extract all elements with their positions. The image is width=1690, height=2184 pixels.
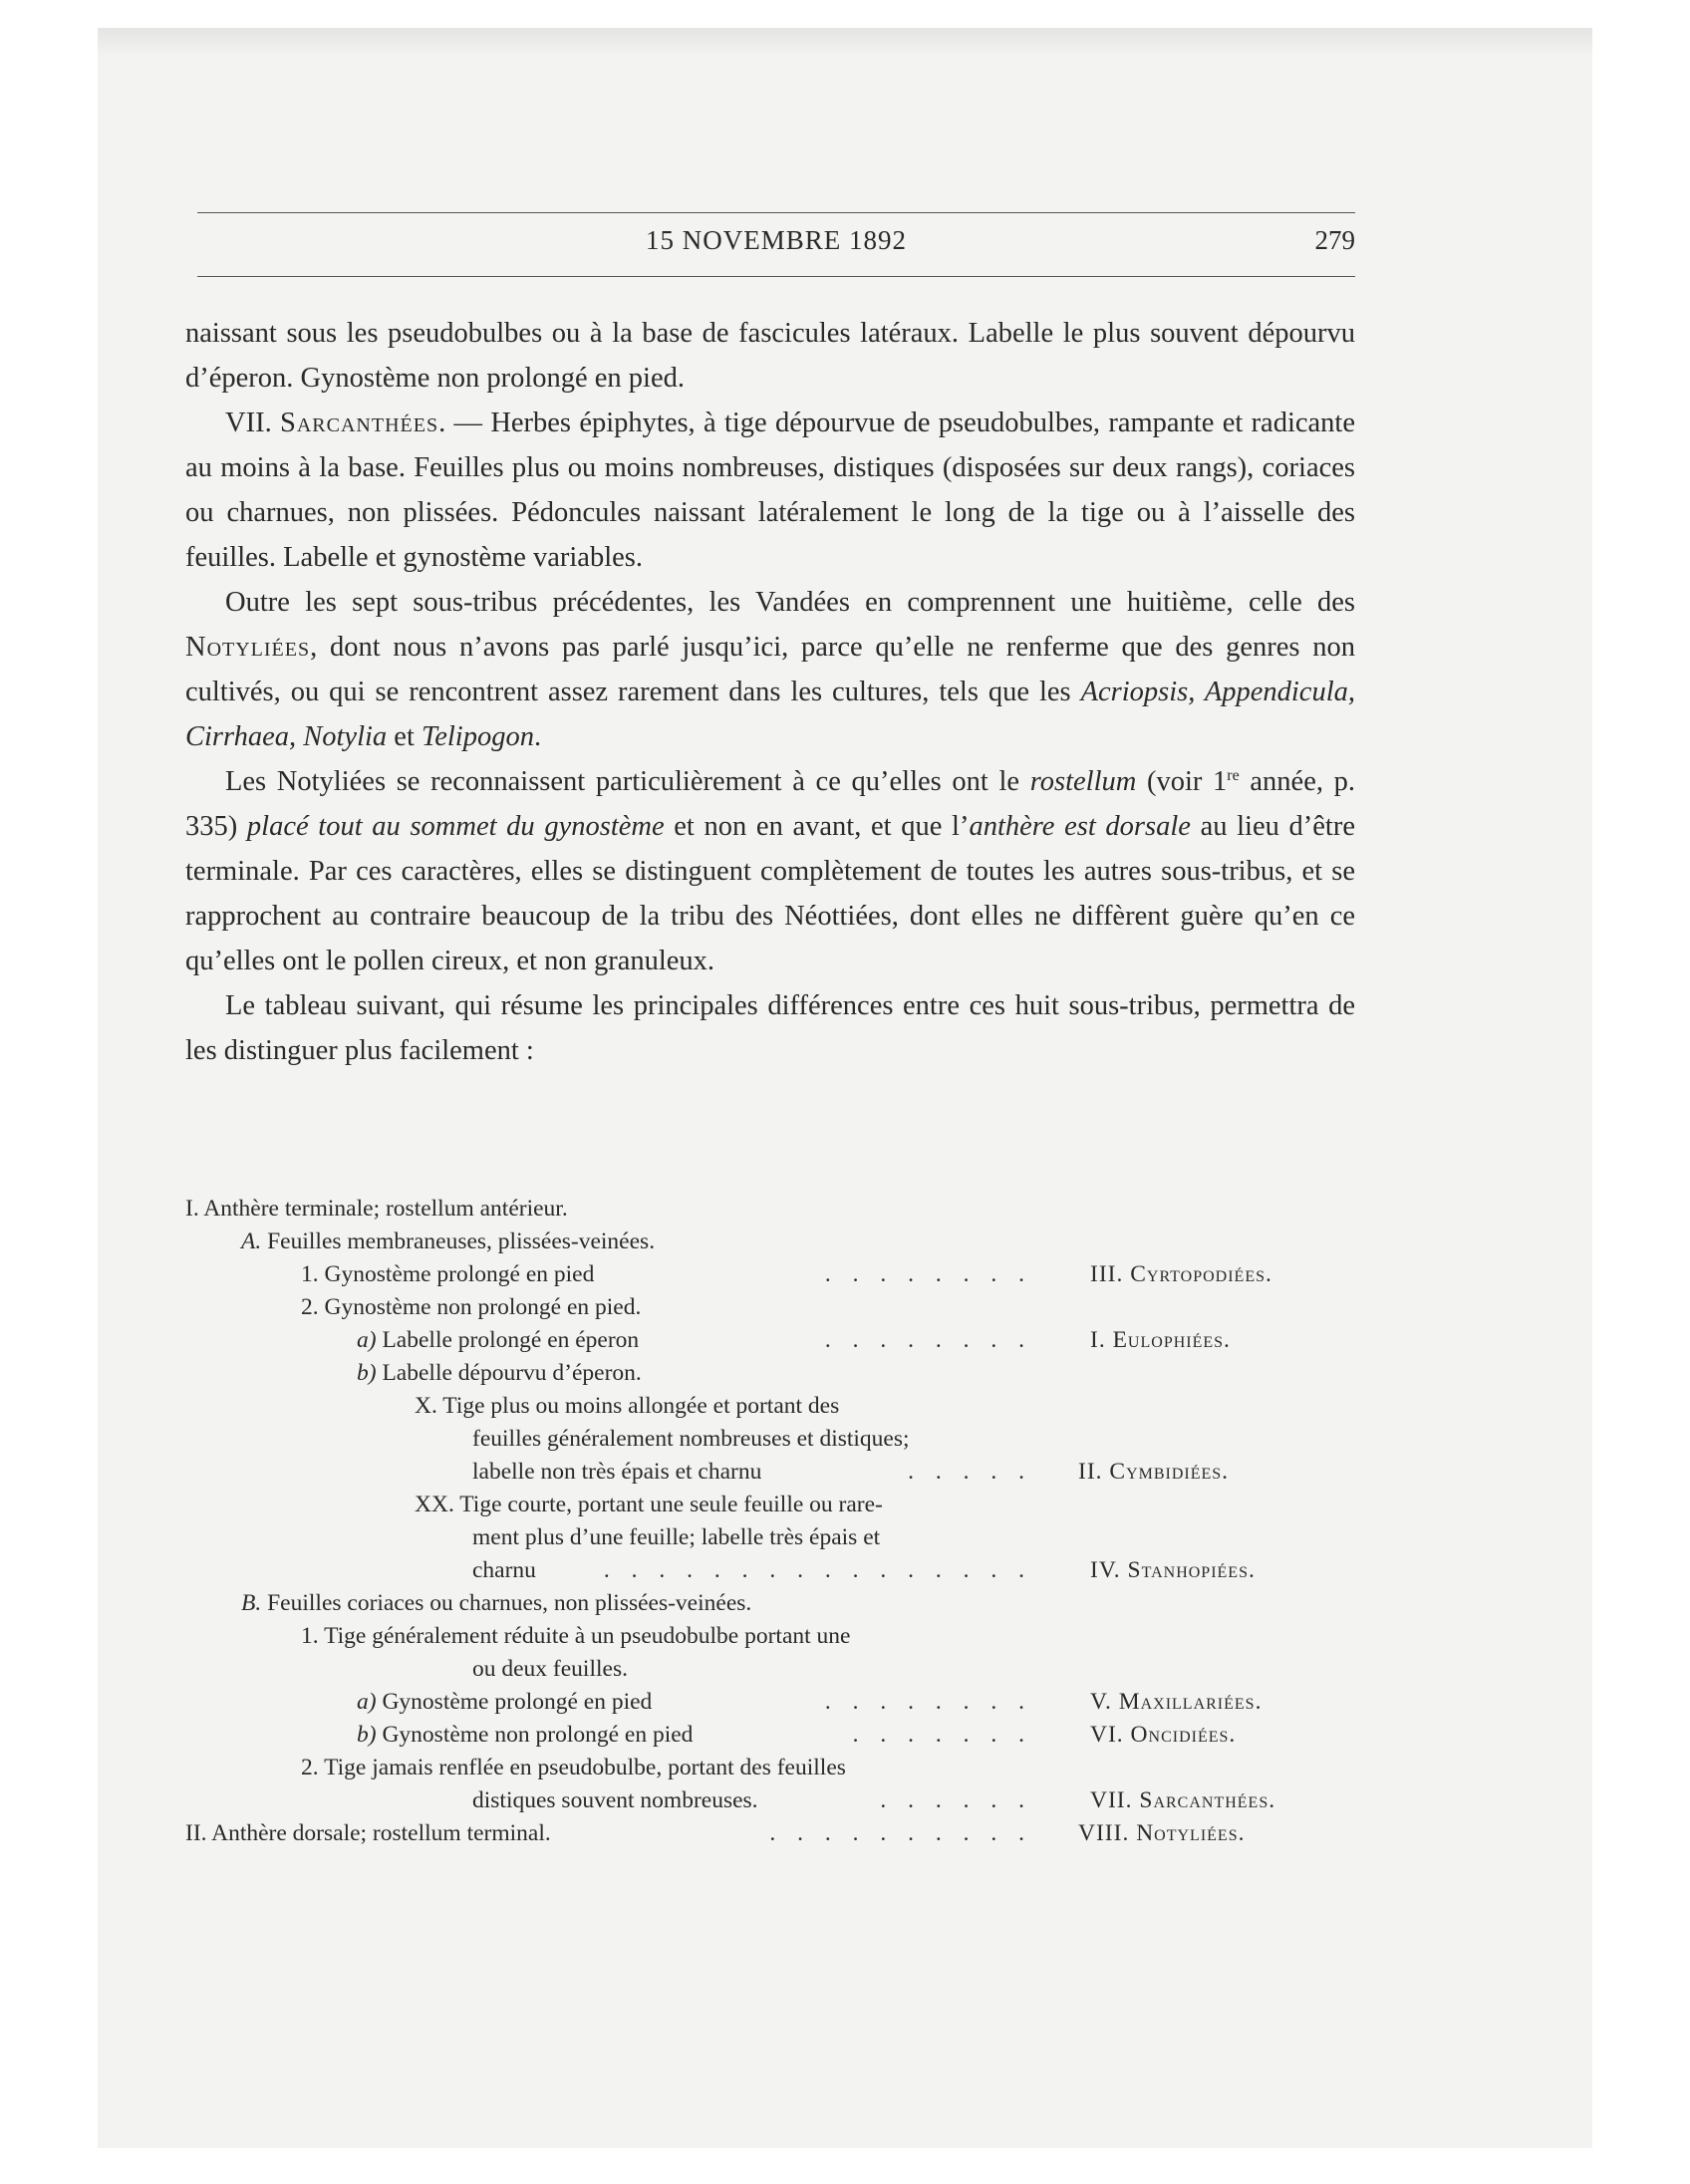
entry-text: Gynostème prolongé en pied <box>376 1689 653 1715</box>
table-row <box>185 1817 1355 1850</box>
text-run: . <box>533 721 542 752</box>
text-run: , dont nous n’avons pas parlé jusqu’ici, parce qu’elle ne renferme que des genres non cultivés, ou qui se rencontrent assez rarement dans les cultures, tels que les <box>185 632 1355 707</box>
subtribe-result: VII. Sarcanthées. <box>1090 1787 1276 1813</box>
table-entry: feuilles généralement nombreuses et distiques; <box>472 1426 910 1452</box>
table-row <box>185 1193 1355 1226</box>
text-run: et non en avant, et que l’ <box>664 811 970 842</box>
leader-dots: . . . . . <box>908 1459 1032 1485</box>
scan-edge <box>98 28 1592 56</box>
text-run: Acriopsis, Appendicula, Cirrhaea, Notylia <box>185 677 1355 752</box>
text-run: Les Notyliées se reconnaissent particulièrement à ce qu’elles ont le <box>225 766 1030 797</box>
table-row <box>185 1554 1355 1587</box>
subtribe-result: I. Eulophiées. <box>1090 1327 1231 1353</box>
text-run: Notyliées <box>185 632 311 663</box>
table-entry: X. Tige plus ou moins allongée et portant des <box>415 1393 840 1419</box>
entry-marker: B. <box>241 1590 262 1616</box>
text-run: VII. <box>225 408 280 438</box>
table-row <box>185 1258 1355 1291</box>
body-text <box>185 311 1355 1073</box>
text-run: et <box>387 721 422 752</box>
leader-dots: . . . . . . . . <box>824 1689 1032 1715</box>
table-entry <box>357 1686 652 1719</box>
header-date: 15 NOVEMBRE 1892 <box>645 225 907 255</box>
page-number: 279 <box>1314 225 1355 255</box>
subtribe-result: VI. Oncidiées. <box>1090 1722 1237 1748</box>
table-row <box>185 1784 1355 1817</box>
running-header <box>197 225 1355 265</box>
header-rule-bottom <box>197 276 1355 277</box>
entry-marker: a) <box>357 1689 377 1715</box>
table-row <box>185 1587 1355 1620</box>
table-entry: ou deux feuilles. <box>472 1656 628 1682</box>
paragraph <box>185 580 1355 759</box>
table-row <box>185 1291 1355 1324</box>
table-row <box>185 1752 1355 1784</box>
table-row <box>185 1324 1355 1357</box>
subtribe-result: III. Cyrtopodiées. <box>1090 1261 1272 1287</box>
table-entry: 2. Gynostème non prolongé en pied. <box>301 1294 642 1320</box>
text-run: placé tout au sommet du gynostème <box>246 811 665 842</box>
text-run: re <box>1227 767 1240 784</box>
text-run: (voir 1 <box>1136 766 1228 797</box>
table-entry: distiques souvent nombreuses. <box>472 1787 758 1813</box>
subtribe-result: II. Cymbidiées. <box>1078 1459 1230 1485</box>
table-entry: charnu <box>472 1557 536 1583</box>
leader-dots: . . . . . . . <box>852 1722 1032 1748</box>
entry-text: Feuilles coriaces ou charnues, non plissées-veinées. <box>261 1590 752 1616</box>
table-entry: XX. Tige courte, portant une seule feuille ou rare- <box>415 1492 883 1517</box>
leader-dots: . . . . . . . . . . . . . . . . <box>603 1557 1032 1583</box>
entry-text: Feuilles membraneuses, plissées-veinées. <box>261 1228 656 1254</box>
entry-marker: b) <box>357 1722 377 1748</box>
text-run: . — Herbes épiphytes, à tige dépourvue de pseudobulbes, rampante et radicante au moins à la base. Feuilles plus ou moins nombreuses, distiques (disposées sur deux rangs), coriaces ou charnues, non plissées. Pédoncules naissant latéralement le long de la tige ou à l’aisselle des feuilles. Labelle et gynostème variables. <box>185 408 1355 573</box>
subtribe-result: V. Maxillariées. <box>1090 1689 1263 1715</box>
text-run: au lieu d’être terminale. Par ces caractères, elles se distinguent complètement de toutes les autres sous-tribus, et se rapprochent au contraire beaucoup de la tribu des Néottiées, dont elles ne diffèrent guère qu’en ce qu’elles ont le pollen cireux, et non granuleux. <box>185 811 1355 976</box>
table-entry <box>357 1719 693 1752</box>
entry-text: Labelle dépourvu d’éperon. <box>376 1360 642 1386</box>
text-run: Outre les sept sous-tribus précédentes, les Vandées en comprennent une huitième, celle des <box>225 587 1355 618</box>
table-row <box>185 1226 1355 1258</box>
table-entry <box>357 1324 639 1357</box>
paragraph <box>185 401 1355 580</box>
entry-marker: b) <box>357 1360 377 1386</box>
table-entry <box>357 1357 642 1390</box>
table-row <box>185 1456 1355 1489</box>
table-row <box>185 1653 1355 1686</box>
table-entry <box>241 1226 655 1258</box>
paragraph <box>185 759 1355 983</box>
table-entry: 1. Gynostème prolongé en pied <box>301 1261 595 1287</box>
table-row <box>185 1489 1355 1521</box>
table-entry <box>241 1587 751 1620</box>
subtribe-result: IV. Stanhopiées. <box>1090 1557 1256 1583</box>
classification-table <box>185 1193 1355 1850</box>
table-row <box>185 1423 1355 1456</box>
leader-dots: . . . . . . . . <box>824 1327 1032 1353</box>
leader-dots: . . . . . . . . <box>824 1261 1032 1287</box>
table-row <box>185 1390 1355 1423</box>
text-run: année, p. 335) <box>185 766 1355 842</box>
table-entry: 1. Tige généralement réduite à un pseudobulbe portant une <box>301 1623 851 1649</box>
header-rule-top <box>197 212 1355 213</box>
table-row <box>185 1357 1355 1390</box>
table-row <box>185 1686 1355 1719</box>
table-row <box>185 1620 1355 1653</box>
subtribe-result: VIII. Notyliées. <box>1078 1820 1246 1846</box>
table-entry: I. Anthère terminale; rostellum antérieur. <box>185 1196 568 1222</box>
entry-text: Labelle prolongé en éperon <box>376 1327 640 1353</box>
table-entry: 2. Tige jamais renflée en pseudobulbe, portant des feuilles <box>301 1755 846 1780</box>
entry-text: Gynostème non prolongé en pied <box>376 1722 694 1748</box>
text-run: Telipogon <box>422 721 534 752</box>
text-run: rostellum <box>1029 766 1137 797</box>
leader-dots: . . . . . . <box>880 1787 1032 1813</box>
text-run: naissant sous les pseudobulbes ou à la base de fascicules latéraux. Labelle le plus souvent dépourvu d’éperon. Gynostème non prolongé en pied. <box>185 318 1355 394</box>
leader-dots: . . . . . . . . . . <box>769 1820 1032 1846</box>
table-row <box>185 1719 1355 1752</box>
text-run: anthère est dorsale <box>969 811 1191 842</box>
table-entry: labelle non très épais et charnu <box>472 1459 762 1485</box>
entry-marker: a) <box>357 1327 377 1353</box>
table-row <box>185 1521 1355 1554</box>
text-run: Le tableau suivant, qui résume les principales différences entre ces huit sous-tribus, permettra de les distinguer plus facilement : <box>185 990 1355 1066</box>
entry-marker: A. <box>241 1228 262 1254</box>
text-run: Sarcanthées <box>280 408 439 438</box>
table-entry: ment plus d’une feuille; labelle très épais et <box>472 1524 881 1550</box>
table-entry: II. Anthère dorsale; rostellum terminal. <box>185 1820 551 1846</box>
paragraph <box>185 311 1355 401</box>
paragraph <box>185 983 1355 1073</box>
